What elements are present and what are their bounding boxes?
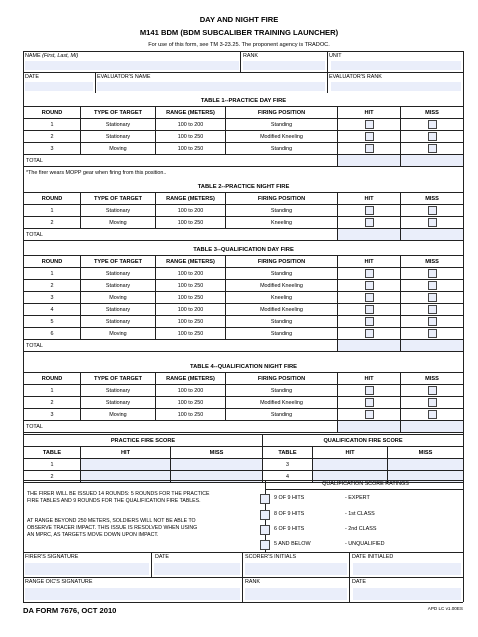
miss-cell: [401, 217, 464, 229]
round-cell: 2: [24, 131, 81, 143]
col-miss: MISS: [171, 447, 263, 459]
hit-cell: [338, 385, 401, 397]
table-title: TABLE 2--PRACTICE NIGHT FIRE: [197, 183, 290, 190]
score-summary-table: [23, 434, 464, 483]
divider: [265, 489, 463, 490]
col-hit: HIT: [338, 193, 401, 205]
date-label: DATE: [25, 74, 39, 80]
date-field[interactable]: [25, 82, 93, 91]
table-row: [24, 397, 464, 409]
evaluator-name-field[interactable]: [97, 82, 325, 91]
range-cell: 100 to 250: [156, 292, 226, 304]
target-cell: Moving: [81, 217, 156, 229]
divider: [23, 602, 463, 603]
miss-checkbox[interactable]: [428, 144, 437, 153]
total-label: TOTAL: [24, 340, 338, 352]
date-label: DATE: [155, 554, 169, 560]
col-position: FIRING POSITION: [226, 107, 338, 119]
oic-signature-label: RANGE OIC'S SIGNATURE: [25, 579, 93, 585]
form-id: DA FORM 7676, OCT 2010: [23, 606, 117, 615]
range-cell: 100 to 250: [156, 316, 226, 328]
table-title: TABLE 3--QUALIFICATION DAY FIRE: [193, 246, 294, 253]
position-cell: Modified Kneeling: [226, 397, 338, 409]
scorer-initials-field[interactable]: [245, 563, 347, 575]
round-cell: 3: [24, 409, 81, 421]
col-miss: MISS: [401, 256, 464, 268]
miss-checkbox[interactable]: [428, 132, 437, 141]
divider: [242, 552, 243, 577]
round-cell: 1: [24, 119, 81, 131]
practice-miss-field[interactable]: [171, 459, 263, 471]
scorer-initials-label: SCORER'S INITIALS: [245, 554, 297, 560]
divider: [23, 72, 463, 73]
date-label: DATE: [352, 579, 366, 585]
form-version: APD LC v1.00ES: [427, 606, 463, 611]
target-cell: Stationary: [81, 304, 156, 316]
total-hit-field[interactable]: [338, 229, 401, 241]
form-proponent-note: For use of this form, see TM 3-23.25. The proponent agency is TRADOC.: [148, 42, 330, 48]
total-miss-field[interactable]: [401, 155, 464, 167]
position-cell: Standing: [226, 143, 338, 155]
col-round: ROUND: [24, 107, 81, 119]
target-cell: Moving: [81, 292, 156, 304]
range-cell: 100 to 200: [156, 304, 226, 316]
col-target: TYPE OF TARGET: [81, 373, 156, 385]
target-cell: Stationary: [81, 316, 156, 328]
miss-cell: [401, 328, 464, 340]
miss-cell: [401, 205, 464, 217]
rating-label: - EXPERT: [345, 495, 370, 501]
range-cell: 100 to 250: [156, 143, 226, 155]
table-row: [24, 304, 464, 316]
hit-cell: [338, 292, 401, 304]
divider: [23, 577, 463, 578]
divider: [23, 552, 463, 553]
evaluator-rank-field[interactable]: [331, 82, 461, 91]
practice-score-title: PRACTICE FIRE SCORE: [24, 435, 263, 447]
miss-cell: [401, 385, 464, 397]
miss-checkbox[interactable]: [428, 218, 437, 227]
rank-label: RANK: [245, 579, 260, 585]
total-row: [24, 340, 464, 352]
rating-hits: 9 OF 9 HITS: [274, 495, 305, 501]
name-label: NAME (First, Last, MI): [25, 53, 79, 59]
range-cell: 100 to 250: [156, 328, 226, 340]
rating-checkbox[interactable]: [260, 525, 270, 535]
col-range: RANGE (METERS): [156, 107, 226, 119]
hit-checkbox[interactable]: [365, 218, 374, 227]
rating-checkbox[interactable]: [260, 494, 270, 504]
total-miss-field[interactable]: [401, 340, 464, 352]
tracer-note: AT RANGE BEYOND 250 METERS, SOLDIERS WILL NOT BE ABLE TO OBSERVE TRACER IMPACT. THIS ISSUE IS RESOLVED WHEN USING AN MPRC, AS TARGETS MOVE DOWN UPON IMPACT.: [27, 518, 198, 538]
col-miss: MISS: [401, 107, 464, 119]
footnote: *The firer wears MOPP gear when firing from this position..: [24, 167, 464, 179]
total-row: [24, 229, 464, 241]
rating-label: - UNQUALIFIED: [345, 541, 385, 547]
col-hit: HIT: [338, 256, 401, 268]
rank-label: RANK: [243, 53, 258, 59]
range-cell: 100 to 250: [156, 397, 226, 409]
table-3-qualification-day: [23, 244, 464, 352]
hit-cell: [338, 143, 401, 155]
range-cell: 100 to 250: [156, 280, 226, 292]
date-field[interactable]: [353, 588, 461, 600]
table-row: [24, 280, 464, 292]
table-title: TABLE 4--QUALIFICATION NIGHT FIRE: [190, 363, 298, 370]
hit-cell: [338, 268, 401, 280]
col-miss: MISS: [401, 193, 464, 205]
divider: [23, 51, 463, 52]
hit-checkbox[interactable]: [365, 305, 374, 314]
col-hit: HIT: [313, 447, 388, 459]
position-cell: Modified Kneeling: [226, 280, 338, 292]
range-cell: 100 to 200: [156, 385, 226, 397]
miss-cell: [401, 280, 464, 292]
hit-checkbox[interactable]: [365, 269, 374, 278]
miss-cell: [401, 316, 464, 328]
hit-checkbox[interactable]: [365, 281, 374, 290]
col-target: TYPE OF TARGET: [81, 256, 156, 268]
qualification-score-title: QUALIFICATION FIRE SCORE: [263, 435, 464, 447]
round-cell: 2: [24, 217, 81, 229]
rating-label: - 2nd CLASS: [345, 526, 377, 532]
col-hit: HIT: [81, 447, 171, 459]
hit-checkbox[interactable]: [365, 120, 374, 129]
col-round: ROUND: [24, 256, 81, 268]
qual-miss-field[interactable]: [388, 459, 464, 471]
table-row: [24, 205, 464, 217]
table-number: 3: [263, 459, 313, 471]
miss-checkbox[interactable]: [428, 305, 437, 314]
col-table: TABLE: [24, 447, 81, 459]
table-row: [24, 268, 464, 280]
total-miss-field[interactable]: [401, 229, 464, 241]
miss-cell: [401, 131, 464, 143]
range-cell: 100 to 250: [156, 409, 226, 421]
col-position: FIRING POSITION: [226, 256, 338, 268]
name-field[interactable]: [25, 61, 239, 70]
position-cell: Kneeling: [226, 217, 338, 229]
miss-checkbox[interactable]: [428, 293, 437, 302]
range-cell: 100 to 250: [156, 131, 226, 143]
firer-signature-field[interactable]: [25, 563, 149, 575]
miss-checkbox[interactable]: [428, 120, 437, 129]
round-cell: 4: [24, 304, 81, 316]
col-range: RANGE (METERS): [156, 256, 226, 268]
miss-cell: [401, 268, 464, 280]
range-cell: 100 to 200: [156, 119, 226, 131]
hit-checkbox[interactable]: [365, 144, 374, 153]
position-cell: Standing: [226, 409, 338, 421]
table-number: 2: [24, 471, 81, 483]
target-cell: Stationary: [81, 280, 156, 292]
evaluator-name-label: EVALUATOR'S NAME: [97, 74, 151, 80]
miss-checkbox[interactable]: [428, 386, 437, 395]
table-row: [24, 459, 464, 471]
hit-checkbox[interactable]: [365, 317, 374, 326]
table-2-practice-night: [23, 181, 464, 241]
total-miss-field[interactable]: [401, 421, 464, 433]
total-row: [24, 421, 464, 433]
unit-field[interactable]: [331, 61, 461, 70]
col-range: RANGE (METERS): [156, 373, 226, 385]
total-label: TOTAL: [24, 421, 338, 433]
table-number: 1: [24, 459, 81, 471]
rating-checkbox[interactable]: [260, 510, 270, 520]
miss-cell: [401, 143, 464, 155]
divider: [327, 51, 328, 72]
round-cell: 1: [24, 205, 81, 217]
divider: [327, 72, 328, 93]
table-row: [24, 292, 464, 304]
divider: [242, 577, 243, 602]
round-cell: 6: [24, 328, 81, 340]
unit-label: UNIT: [329, 53, 342, 59]
date-initialed-field[interactable]: [353, 563, 461, 575]
table-row: [24, 385, 464, 397]
total-label: TOTAL: [24, 229, 338, 241]
miss-checkbox[interactable]: [428, 410, 437, 419]
table-row: [24, 131, 464, 143]
hit-checkbox[interactable]: [365, 410, 374, 419]
col-hit: HIT: [338, 373, 401, 385]
round-cell: 2: [24, 280, 81, 292]
miss-cell: [401, 409, 464, 421]
form-title: DAY AND NIGHT FIRE: [199, 15, 279, 24]
rating-hits: 8 OF 9 HITS: [274, 511, 305, 517]
miss-checkbox[interactable]: [428, 281, 437, 290]
oic-signature-field[interactable]: [25, 588, 240, 600]
target-cell: Stationary: [81, 397, 156, 409]
miss-checkbox[interactable]: [428, 269, 437, 278]
qual-hit-field[interactable]: [313, 459, 388, 471]
divider: [349, 577, 350, 602]
table-row: [24, 143, 464, 155]
col-position: FIRING POSITION: [226, 373, 338, 385]
position-cell: Standing: [226, 205, 338, 217]
miss-cell: [401, 292, 464, 304]
miss-checkbox[interactable]: [428, 329, 437, 338]
ratings-title: QUALIFICATION SCORE RATINGS: [322, 481, 409, 487]
rank-field[interactable]: [243, 61, 325, 70]
col-range: RANGE (METERS): [156, 193, 226, 205]
miss-checkbox[interactable]: [428, 317, 437, 326]
form-subtitle-title: M141 BDM (BDM SUBCALIBER TRAINING LAUNCHER): [139, 28, 339, 37]
table-row: [24, 328, 464, 340]
table-title: TABLE 1--PRACTICE DAY FIRE: [200, 97, 287, 104]
hit-checkbox[interactable]: [365, 132, 374, 141]
round-cell: 3: [24, 292, 81, 304]
position-cell: Standing: [226, 316, 338, 328]
divider: [151, 552, 152, 577]
position-cell: Modified Kneeling: [226, 131, 338, 143]
table-row: [24, 119, 464, 131]
position-cell: Standing: [226, 268, 338, 280]
col-target: TYPE OF TARGET: [81, 107, 156, 119]
target-cell: Stationary: [81, 205, 156, 217]
total-hit-field[interactable]: [338, 155, 401, 167]
rank-field[interactable]: [245, 588, 347, 600]
total-label: TOTAL: [24, 155, 338, 167]
rating-label: - 1st CLASS: [345, 511, 375, 517]
divider: [240, 51, 241, 72]
col-round: ROUND: [24, 193, 81, 205]
hit-checkbox[interactable]: [365, 293, 374, 302]
col-position: FIRING POSITION: [226, 193, 338, 205]
target-cell: Stationary: [81, 119, 156, 131]
table-row: [24, 217, 464, 229]
round-cell: 5: [24, 316, 81, 328]
hit-cell: [338, 397, 401, 409]
round-cell: 3: [24, 143, 81, 155]
hit-cell: [338, 119, 401, 131]
total-hit-field[interactable]: [338, 340, 401, 352]
evaluator-rank-label: EVALUATOR'S RANK: [329, 74, 382, 80]
miss-cell: [401, 397, 464, 409]
col-table: TABLE: [263, 447, 313, 459]
divider: [349, 552, 350, 577]
col-round: ROUND: [24, 373, 81, 385]
range-cell: 100 to 200: [156, 205, 226, 217]
table-1-practice-day: [23, 95, 464, 178]
target-cell: Moving: [81, 328, 156, 340]
table-row: [24, 409, 464, 421]
target-cell: Stationary: [81, 131, 156, 143]
date-initialed-label: DATE INITIALED: [352, 554, 394, 560]
round-cell: 1: [24, 268, 81, 280]
table-row: [24, 316, 464, 328]
hit-cell: [338, 205, 401, 217]
position-cell: Standing: [226, 385, 338, 397]
miss-cell: [401, 304, 464, 316]
target-cell: Stationary: [81, 385, 156, 397]
table-4-qualification-night: [23, 361, 464, 433]
form-border-right: [463, 51, 464, 602]
hit-checkbox[interactable]: [365, 329, 374, 338]
form-border-left: [23, 51, 24, 602]
hit-cell: [338, 280, 401, 292]
hit-cell: [338, 304, 401, 316]
hit-cell: [338, 217, 401, 229]
col-hit: HIT: [338, 107, 401, 119]
col-miss: MISS: [388, 447, 464, 459]
practice-hit-field[interactable]: [81, 459, 171, 471]
divider: [95, 72, 96, 93]
date-field[interactable]: [154, 563, 240, 575]
firer-signature-label: FIRER'S SIGNATURE: [25, 554, 79, 560]
target-cell: Moving: [81, 143, 156, 155]
position-cell: Standing: [226, 119, 338, 131]
hit-cell: [338, 131, 401, 143]
target-cell: Moving: [81, 409, 156, 421]
round-cell: 2: [24, 397, 81, 409]
range-cell: 100 to 200: [156, 268, 226, 280]
col-miss: MISS: [401, 373, 464, 385]
hit-checkbox[interactable]: [365, 206, 374, 215]
position-cell: Kneeling: [226, 292, 338, 304]
position-cell: Modified Kneeling: [226, 304, 338, 316]
hit-cell: [338, 328, 401, 340]
col-target: TYPE OF TARGET: [81, 193, 156, 205]
hit-checkbox[interactable]: [365, 398, 374, 407]
hit-cell: [338, 316, 401, 328]
total-hit-field[interactable]: [338, 421, 401, 433]
rating-hits: 5 AND BELOW: [274, 541, 311, 547]
rounds-note: THE FIRER WILL BE ISSUED 14 ROUNDS: 5 ROUNDS FOR THE PRACTICE FIRE TABLES AND 9 ROUNDS FOR THE QUALIFICATION FIRE TABLES.: [27, 491, 210, 504]
target-cell: Stationary: [81, 268, 156, 280]
miss-checkbox[interactable]: [428, 398, 437, 407]
position-cell: Standing: [226, 328, 338, 340]
range-cell: 100 to 250: [156, 217, 226, 229]
round-cell: 1: [24, 385, 81, 397]
rating-hits: 6 OF 9 HITS: [274, 526, 305, 532]
hit-checkbox[interactable]: [365, 386, 374, 395]
miss-cell: [401, 119, 464, 131]
rating-checkbox[interactable]: [260, 540, 270, 550]
total-row: [24, 155, 464, 167]
miss-checkbox[interactable]: [428, 206, 437, 215]
hit-cell: [338, 409, 401, 421]
table-number: 4: [263, 471, 313, 483]
